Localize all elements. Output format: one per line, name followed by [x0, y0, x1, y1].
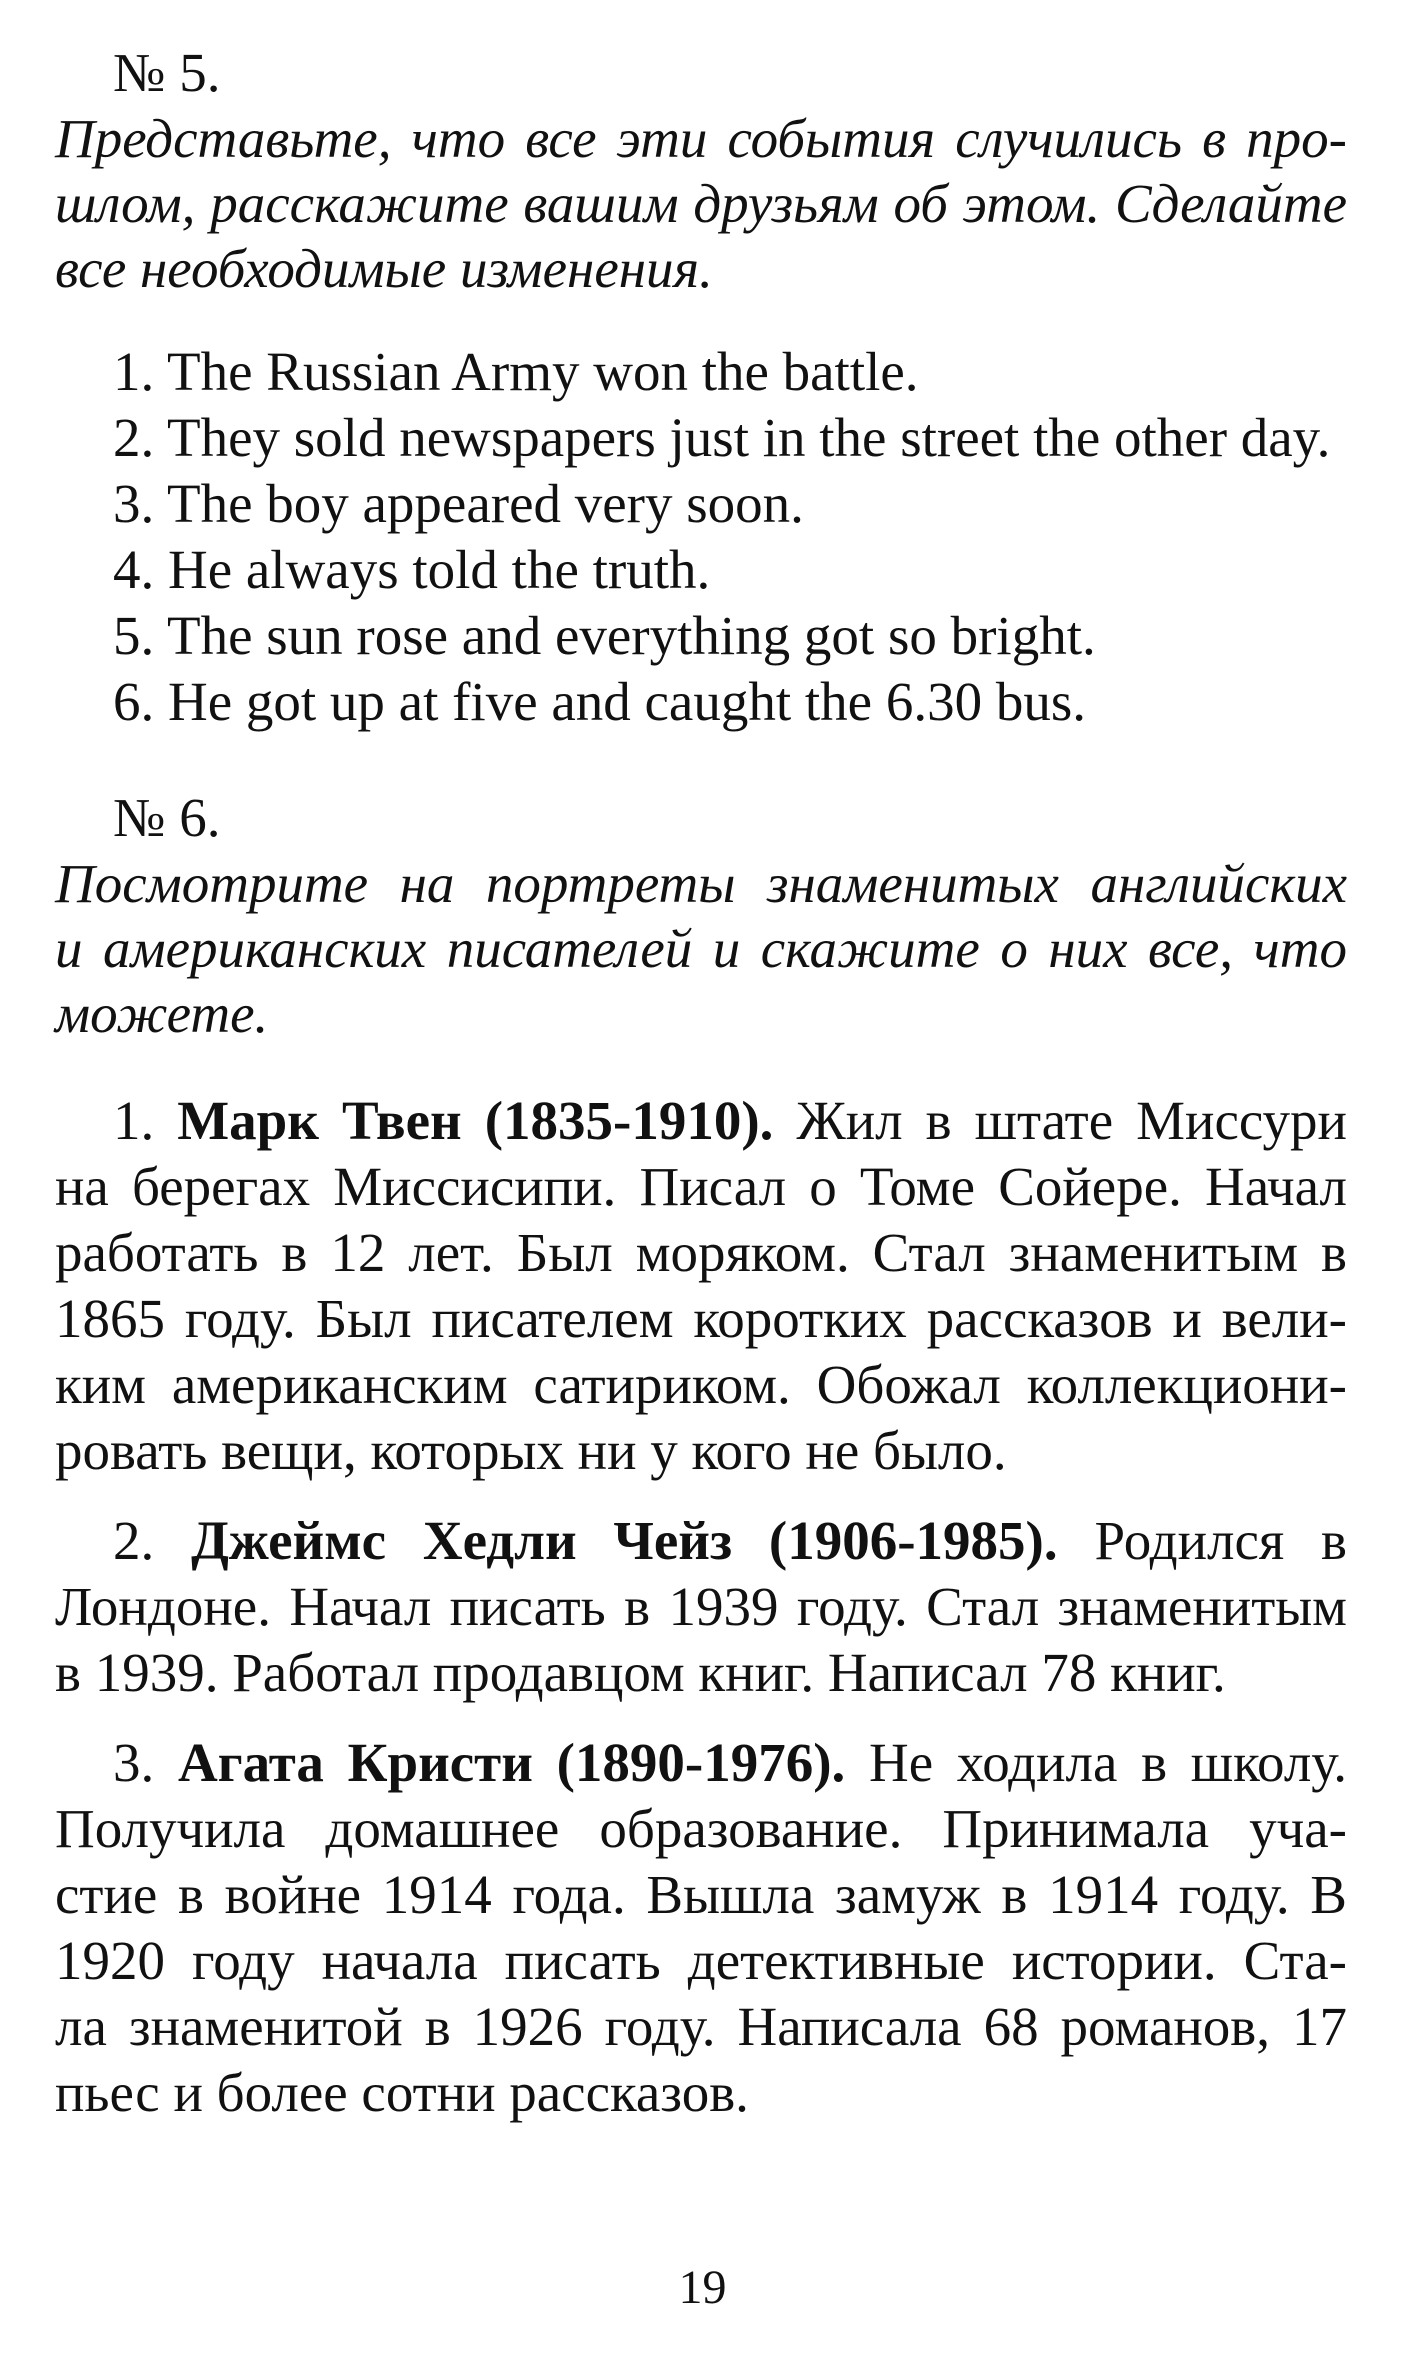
list-item: 1. The Russian Army won the battle.	[113, 341, 919, 402]
answer-line: 1865 году. Был писателем коротких рассказов и вели-	[55, 1288, 1347, 1349]
writer-name: Агата Кристи (1890-1976).	[177, 1732, 846, 1793]
answer-text: Жил в штате Миссури	[796, 1090, 1347, 1151]
task-5-instruction	[55, 106, 1347, 301]
answer-line: ла знаменитой в 1926 году. Написала 68 романов, 17	[55, 1996, 1347, 2057]
list-item: 6. He got up at five and caught the 6.30 bus.	[113, 671, 1086, 732]
answer-text: Родился в	[1094, 1510, 1348, 1571]
task-6	[55, 785, 1347, 2126]
answer-line: на берегах Миссисипи. Писал о Томе Сойере. Начал	[55, 1156, 1347, 1217]
instruction-line: шлом, расскажите вашим друзьям об этом. Сделайте	[55, 173, 1347, 234]
writer-name: Марк Твен (1835-1910).	[177, 1090, 774, 1151]
task-6-answers	[55, 1088, 1347, 2126]
instruction-line: и американских писателей и скажите о них все, что	[55, 918, 1347, 979]
instruction-line: Посмотрите на портреты знаменитых английских	[55, 853, 1347, 914]
list-item: 2. They sold newspapers just in the street the other day.	[113, 407, 1331, 468]
list-item: 3. The boy appeared very soon.	[113, 473, 804, 534]
instruction-line: можете.	[55, 983, 269, 1044]
answer-line: Получила домашнее образование. Принимала уча-	[55, 1798, 1347, 1859]
task-5	[55, 40, 1347, 735]
task-6-number: № 6.	[113, 787, 221, 848]
answer-line: пьес и более сотни рассказов.	[55, 2062, 749, 2123]
answer-james-hadley-chase	[55, 1508, 1347, 1706]
writer-name: Джеймс Хедли Чейз (1906-1985).	[191, 1510, 1058, 1571]
textbook-page	[55, 40, 1347, 2126]
answer-number: 3.	[113, 1732, 155, 1793]
instruction-line: Представьте, что все эти события случились в про-	[55, 108, 1347, 169]
answer-line: ким американским сатириком. Обожал коллекциони-	[55, 1354, 1347, 1415]
answer-text: Не ходила в школу.	[868, 1732, 1348, 1793]
answer-number: 1.	[113, 1090, 155, 1151]
answer-line: 1920 году начала писать детективные истории. Ста-	[55, 1930, 1347, 1991]
answer-line: Лондоне. Начал писать в 1939 году. Стал знаменитым	[55, 1576, 1347, 1637]
answer-number: 2.	[113, 1510, 155, 1571]
answer-line: ровать вещи, которых ни у кого не было.	[55, 1420, 1007, 1481]
answer-first-line	[55, 1088, 1347, 1154]
task-6-instruction	[55, 851, 1347, 1046]
instruction-line: все необходимые изменения.	[55, 238, 713, 299]
answer-line: стие в войне 1914 года. Вышла замуж в 1914 году. В	[55, 1864, 1347, 1925]
answer-line: в 1939. Работал продавцом книг. Написал 78 книг.	[55, 1642, 1226, 1703]
answer-line: работать в 12 лет. Был моряком. Стал знаменитым в	[55, 1222, 1347, 1283]
answer-mark-twain	[55, 1088, 1347, 1484]
answer-first-line	[55, 1730, 1347, 1796]
list-item: 5. The sun rose and everything got so bright.	[113, 605, 1096, 666]
answer-agatha-christie	[55, 1730, 1347, 2126]
list-item: 4. He always told the truth.	[113, 539, 711, 600]
answer-first-line	[55, 1508, 1347, 1574]
task-5-number: № 5.	[113, 42, 221, 103]
task-5-sentence-list	[55, 339, 1347, 735]
page-number: 19	[678, 2261, 727, 2314]
